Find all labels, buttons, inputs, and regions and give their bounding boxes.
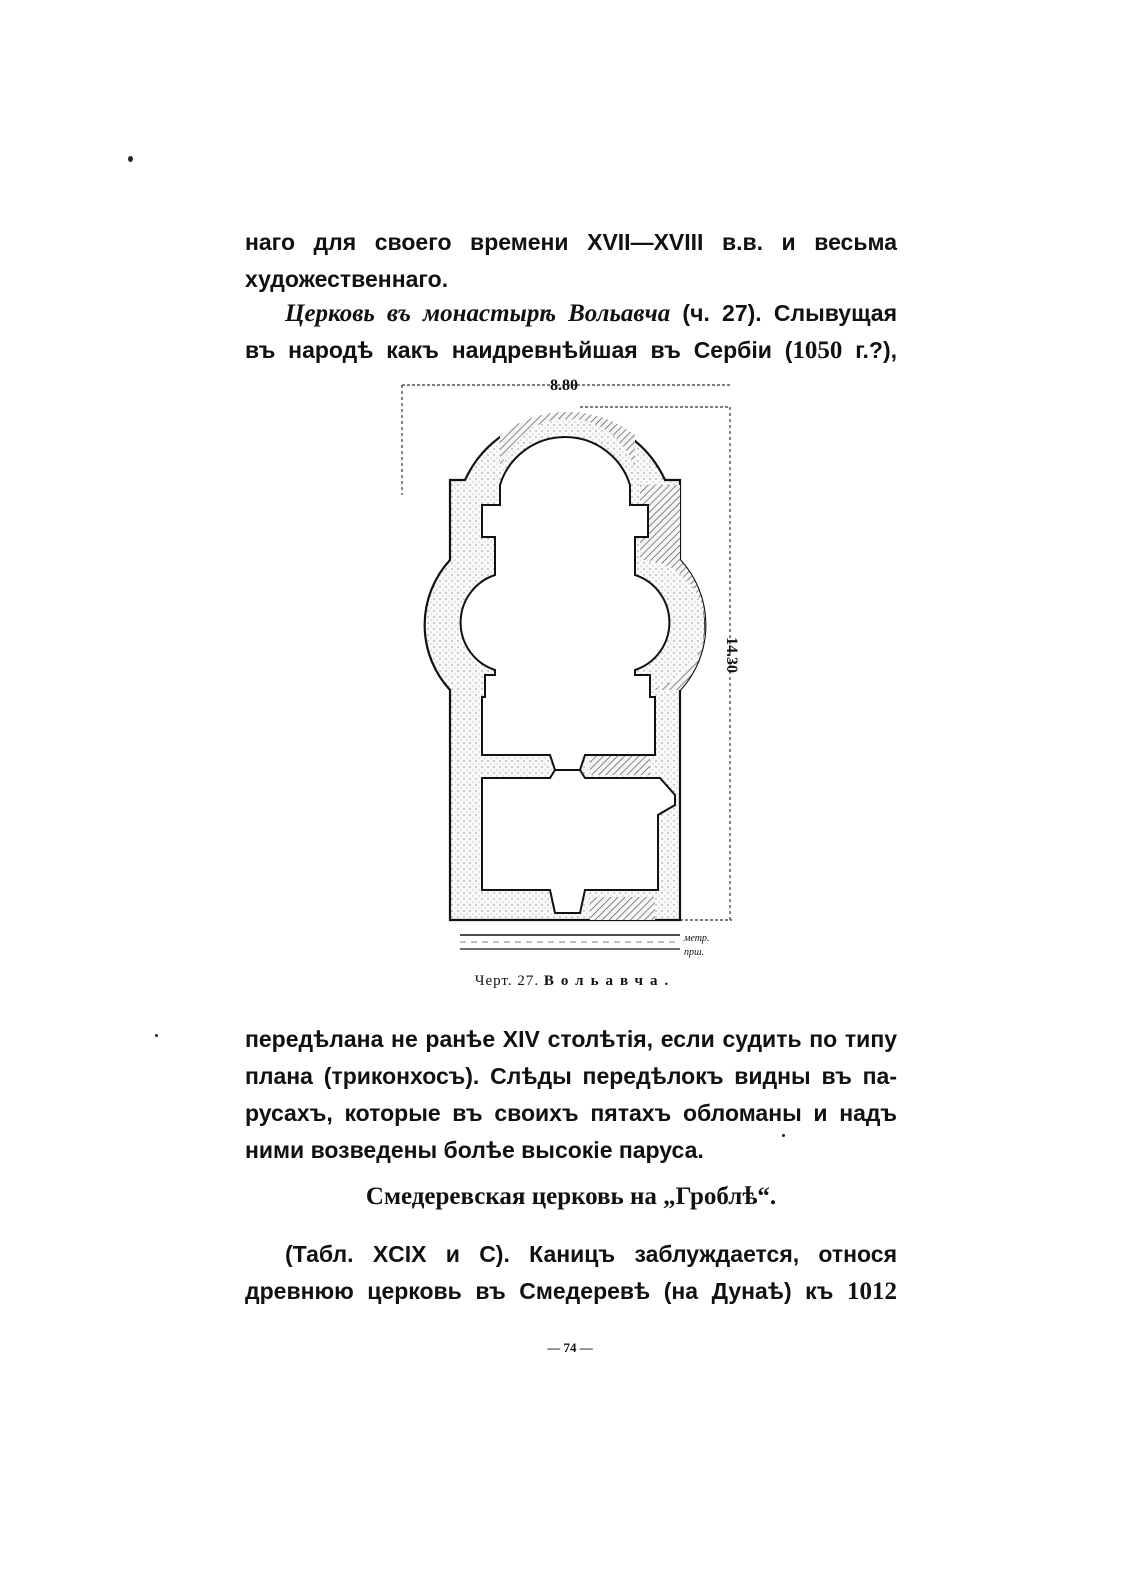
dimension-length-label: 14.30 [723, 637, 740, 673]
paragraph-1 [245, 224, 897, 298]
text-fragment: въ народѣ какъ наидревнѣйшая въ Сербіи ( [245, 337, 793, 363]
text-fragment: г.?), [842, 337, 898, 363]
scan-speck [128, 156, 133, 162]
year-number: 1050 [792, 337, 843, 364]
text-fragment: древнюю церковь въ Смедеревѣ (на Дунаѣ) къ [245, 1278, 847, 1304]
page-number: — 74 — [547, 1340, 593, 1355]
scale-label-top: метр. [684, 933, 710, 944]
plan-hatched-wall [590, 755, 650, 775]
text-fragment: (ч. 27). Слывущая [670, 300, 897, 326]
text-line: художественнаго. [245, 266, 449, 292]
caption-name: Вольавча. [543, 973, 676, 989]
text-line [245, 332, 897, 369]
caption-prefix: Черт. 27. [474, 973, 540, 989]
text-fragment: (Табл. XCIX и С). Каницъ заблуждается, относя [285, 1241, 897, 1267]
year-number: 1012 [847, 1278, 897, 1305]
text-line [245, 295, 897, 332]
italic-church-name: Церковь въ монастырѣ Вольавча [285, 300, 671, 327]
floor-plan-figure [390, 375, 750, 975]
text-line: ними возведены болѣе высокіе паруса. [245, 1137, 704, 1163]
paragraph-4 [245, 1236, 897, 1310]
text-line: русахъ, которые въ своихъ пятахъ обломаны и надъ [245, 1100, 897, 1126]
dimension-width-label: 8.80 [550, 377, 578, 394]
paragraph-3 [245, 1021, 897, 1169]
section-heading: Смедеревская церковь на „Гроблѣ“. [365, 1183, 777, 1210]
plan-hatched-wall [590, 897, 655, 920]
text-line: плана (триконхосъ). Слѣды передѣлокъ видны въ па- [245, 1063, 897, 1089]
paragraph-2 [245, 295, 897, 369]
text-line: наго для своего времени XVII—XVIII в.в. и весьма [245, 229, 897, 255]
text-line [245, 1236, 897, 1273]
figure-caption [440, 973, 710, 990]
scale-label-bottom: прш. [684, 947, 705, 958]
scan-speck [155, 1034, 158, 1037]
text-line [245, 1273, 897, 1310]
text-line: передѣлана не ранѣе XIV столѣтія, если судить по типу [245, 1026, 897, 1052]
